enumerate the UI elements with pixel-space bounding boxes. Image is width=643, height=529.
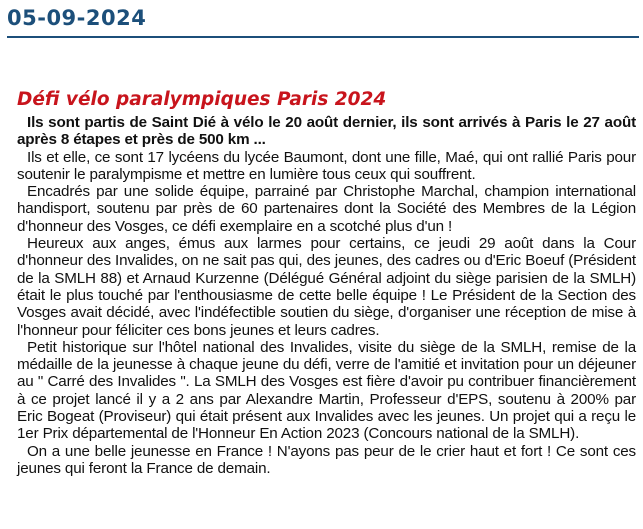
article-body [17,114,636,477]
article-paragraph: Heureux aux anges, émus aux larmes pour certains, ce jeudi 29 août dans la Cour d'honneur des Invalides, on ne sait pas qui, des jeunes, des cadres ou d'Eric Boeuf (Président de la SMLH 88) et Arnaud Kurzenne (Délégué Général adjoint du siège parisien de la SMLH) était le plus touché par l'enthousiasme de cette belle équipe ! Le Président de la Section des Vosges avait décidé, avec l'indéfectible soutien du siège, d'organiser une réception de mise à l'honneur pour féliciter ces bons jeunes et leurs cadres. [17,235,636,339]
article-lead: Ils sont partis de Saint Dié à vélo le 20 août dernier, ils sont arrivés à Paris le 27 août après 8 étapes et près de 500 km ... [17,114,636,149]
header-divider [7,36,639,38]
article-paragraph: Petit historique sur l'hôtel national des Invalides, visite du siège de la SMLH, remise de la médaille de la jeunesse à chaque jeune du défi, verre de l'amitié et invitation pour un déjeuner au " Carré des Invalides ". La SMLH des Vosges est fière d'avoir pu contribuer financièrement à ce projet lancé il y a 2 ans par Alexandre Martin, Professeur d'EPS, soutenu à 200% par Eric Bogeat (Proviseur) qui était présent aux Invalides avec les jeunes. Un projet qui a reçu le 1er Prix départemental de l'Honneur En Action 2023 (Concours national de la SMLH). [17,338,636,443]
article-paragraph: Ils et elle, ce sont 17 lycéens du lycée Baumont, dont une fille, Maé, qui ont rallié Paris pour soutenir le paralympisme et mettre en lumière tous ceux qui souffrent. [17,148,636,183]
publication-date: 05-09-2024 [7,6,147,30]
article-paragraph: On a une belle jeunesse en France ! N'ayons pas peur de le crier haut et fort ! Ce sont ces jeunes qui feront la France de demain. [17,442,636,477]
article-title: Défi vélo paralympiques Paris 2024 [17,89,387,110]
article-paragraph: Encadrés par une solide équipe, parrainé par Christophe Marchal, champion international handisport, soutenu par près de 60 partenaires dont la Société des Membres de la Légion d'honneur des Vosges, ce défi exemplaire en a scotché plus d'un ! [17,183,636,235]
